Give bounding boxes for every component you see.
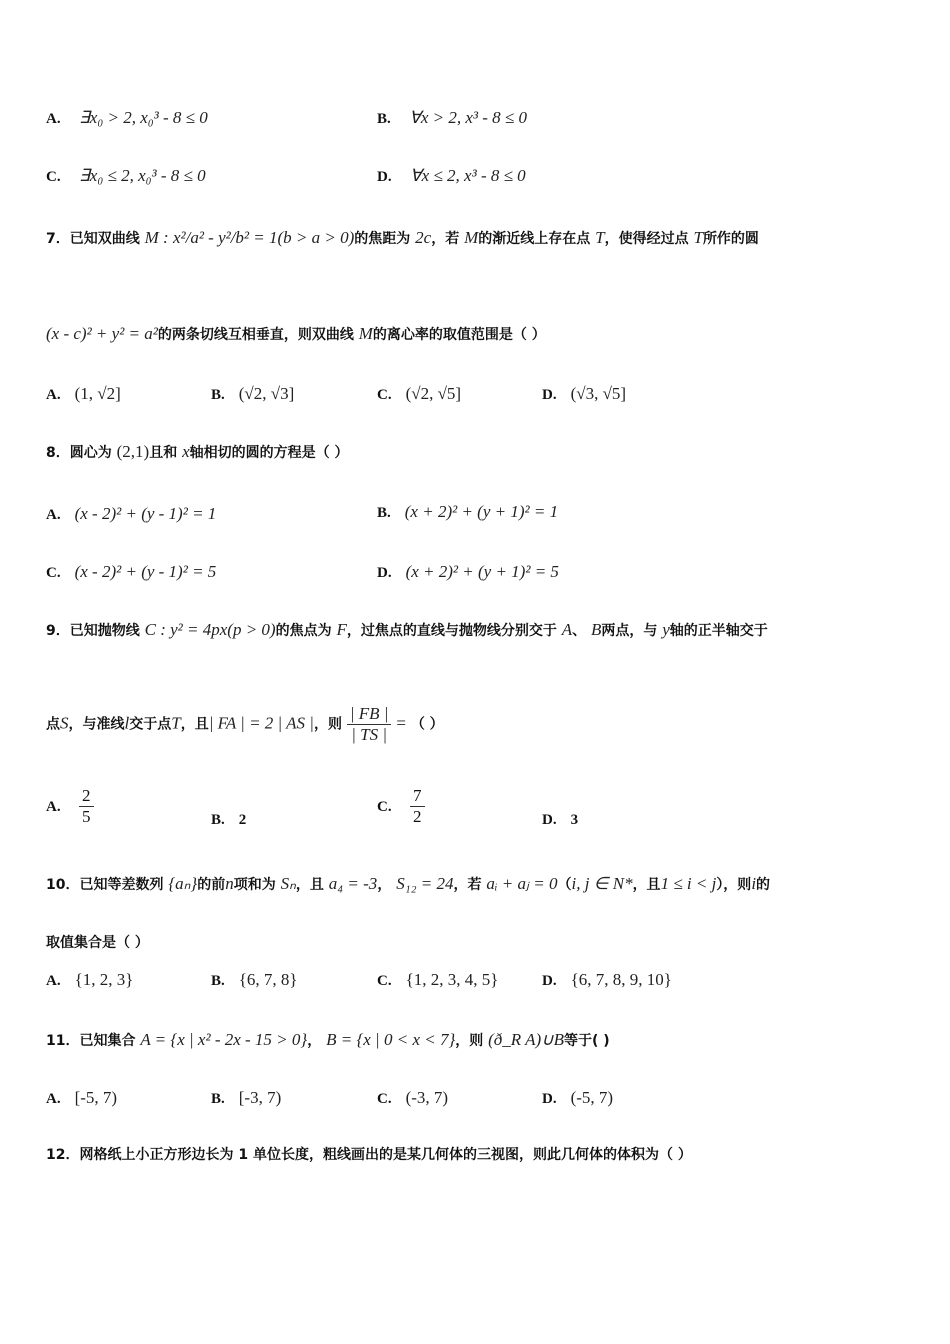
option-expr: [-3, 7) — [238, 1088, 282, 1107]
stem-text: ，则 — [455, 1033, 484, 1049]
math-term: y — [662, 620, 670, 639]
equals-sign: = — [396, 713, 406, 733]
stem-text: 已知集合 — [79, 1033, 136, 1049]
option-expr: {6, 7, 8} — [238, 970, 298, 989]
q8-option-a[interactable] — [46, 504, 216, 524]
set-a-definition: A = {x | x² - 2x - 15 > 0} — [140, 1030, 308, 1049]
q9-option-b[interactable] — [211, 812, 260, 829]
stem-text: 轴的正半轴交于 — [669, 623, 768, 639]
option-label: C. — [377, 798, 392, 815]
stem-text: 点 — [46, 716, 60, 733]
q7-stem-line1 — [46, 228, 759, 248]
stem-text: 等于( ) — [564, 1033, 610, 1049]
question-number: 10． — [46, 877, 80, 893]
stem-text: 已知双曲线 — [69, 231, 140, 247]
stem-text: 取值集合是（ ） — [46, 935, 149, 951]
stem-text: 的焦距为 — [354, 231, 411, 247]
stem-text: ，且 — [295, 877, 324, 893]
stem-text: ，且 — [180, 716, 209, 733]
answer-blank: （ ） — [410, 716, 444, 733]
question-number: 12． — [46, 1147, 80, 1163]
option-label: C. — [377, 387, 392, 403]
stem-text: 网格纸上小正方形边长为 1 单位长度，粗线画出的是某几何体的三视图，则此几何体的体积为（ ） — [79, 1147, 692, 1163]
math-term: A — [561, 620, 573, 639]
option-label: A. — [46, 798, 61, 815]
math-term: {aₙ} — [168, 874, 198, 893]
option-expr: ∀x ≤ 2, x³ - 8 ≤ 0 — [410, 166, 526, 185]
option-label: B. — [377, 505, 391, 521]
q10-option-b[interactable] — [211, 970, 298, 990]
option-expr: (x - 2)² + (y - 1)² = 5 — [74, 562, 217, 581]
q10-stem-line2 — [46, 932, 149, 952]
option-value: 2 — [238, 812, 247, 828]
option-label: B. — [211, 812, 225, 828]
ratio-fraction — [347, 704, 392, 745]
option-expr: {1, 2, 3, 4, 5} — [405, 970, 499, 989]
stem-text: ， — [377, 877, 392, 893]
stem-text: 的 — [756, 877, 771, 893]
option-expr: {6, 7, 8, 9, 10} — [570, 970, 672, 989]
option-expr: (x + 2)² + (y + 1)² = 5 — [405, 562, 559, 581]
stem-text: 的焦点为 — [275, 623, 332, 639]
fraction-denominator: 5 — [82, 807, 91, 826]
question-number: 9． — [46, 623, 70, 639]
math-term: | FA | = 2 | AS | — [208, 713, 314, 733]
fraction-denominator: 2 — [413, 807, 422, 826]
math-term: 2c — [415, 228, 432, 247]
stem-text: 的前 — [197, 877, 226, 893]
q7-option-c[interactable] — [377, 384, 461, 404]
math-term: S₁₂ = 24 — [396, 874, 454, 893]
math-term: T — [595, 228, 605, 247]
fraction-numerator: 2 — [79, 786, 94, 807]
q11-option-c[interactable] — [377, 1088, 448, 1108]
math-term: (2,1) — [116, 442, 150, 461]
stem-text: （ — [557, 877, 572, 893]
q8-option-d[interactable] — [377, 562, 559, 582]
math-term: l — [124, 713, 130, 733]
stem-text: ，则 — [313, 716, 342, 733]
option-expr: (x - 2)² + (y - 1)² = 1 — [74, 504, 217, 523]
option-label: D. — [542, 387, 557, 403]
option-label: A. — [46, 111, 61, 127]
math-term: a₄ = -3 — [328, 874, 378, 893]
stem-text: 、 — [572, 623, 587, 639]
q7-option-a[interactable] — [46, 384, 121, 404]
fraction-numerator: 7 — [410, 786, 425, 807]
option-label: C. — [377, 973, 392, 989]
option-expr: (√3, √5] — [570, 384, 627, 403]
option-label: C. — [46, 169, 61, 185]
q11-option-d[interactable] — [542, 1088, 613, 1108]
q6-option-b[interactable] — [377, 108, 527, 128]
option-fraction — [79, 786, 94, 827]
stem-text: ，若 — [453, 877, 482, 893]
option-label: D. — [377, 169, 392, 185]
math-term: B — [590, 620, 602, 639]
stem-text: ，与准线 — [68, 716, 125, 733]
stem-text: ，且 — [632, 877, 661, 893]
option-label: D. — [542, 1091, 557, 1107]
q9-option-a[interactable] — [46, 786, 94, 827]
option-expr: (1, √2] — [74, 384, 121, 403]
option-expr: {1, 2, 3} — [74, 970, 134, 989]
option-label: A. — [46, 387, 61, 403]
math-term: aᵢ + aⱼ = 0 — [486, 874, 558, 893]
q7-option-b[interactable] — [211, 384, 294, 404]
stem-text: ，使得经过点 — [604, 231, 689, 247]
option-expr: ∀x > 2, x³ - 8 ≤ 0 — [409, 108, 527, 127]
option-expr: (x + 2)² + (y + 1)² = 1 — [404, 502, 559, 521]
math-term: Sₙ — [280, 874, 296, 893]
option-label: D. — [542, 812, 557, 828]
math-term: M — [358, 324, 373, 343]
option-label: B. — [211, 1091, 225, 1107]
q12-stem — [46, 1144, 692, 1164]
stem-text: 圆心为 — [69, 445, 112, 461]
option-label: B. — [211, 387, 225, 403]
math-term: (ð_R A)∪B — [488, 1030, 565, 1049]
q8-option-c[interactable] — [46, 562, 216, 582]
q9-stem-line1 — [46, 620, 768, 640]
option-fraction — [410, 786, 425, 827]
q9-stem-line2 — [46, 704, 444, 745]
q7-option-d[interactable] — [542, 384, 626, 404]
q9-option-d[interactable] — [542, 812, 592, 829]
option-expr: (√2, √3] — [238, 384, 295, 403]
hyperbola-equation: M : x²/a² - y²/b² = 1(b > a > 0) — [144, 228, 355, 247]
question-number: 11． — [46, 1033, 80, 1049]
fraction-denominator: | TS | — [351, 725, 388, 744]
stem-text: ， — [307, 1033, 322, 1049]
question-number: 8． — [46, 445, 70, 461]
stem-text: 已知抛物线 — [69, 623, 140, 639]
option-expr: [-5, 7) — [74, 1088, 118, 1107]
q11-option-a[interactable] — [46, 1088, 117, 1108]
q8-stem — [46, 442, 349, 462]
q10-option-a[interactable] — [46, 970, 133, 990]
math-term: T — [693, 228, 703, 247]
math-term: S — [60, 713, 69, 733]
option-label: D. — [377, 565, 392, 581]
q6-option-d[interactable] — [377, 166, 526, 186]
set-b-definition: B = {x | 0 < x < 7} — [326, 1030, 456, 1049]
stem-text: 轴相切的圆的方程是（ ） — [189, 445, 349, 461]
stem-text: 已知等差数列 — [79, 877, 164, 893]
option-label: A. — [46, 507, 61, 523]
option-label: A. — [46, 1091, 61, 1107]
option-expr: ∃x₀ > 2, x₀³ - 8 ≤ 0 — [79, 108, 208, 127]
q8-option-b[interactable] — [377, 502, 558, 522]
q11-option-b[interactable] — [211, 1088, 281, 1108]
stem-text: 项和为 — [233, 877, 276, 893]
circle-equation: (x - c)² + y² = a² — [46, 324, 158, 343]
question-number: 7． — [46, 231, 70, 247]
stem-text: 的两条切线互相垂直，则双曲线 — [157, 327, 354, 343]
option-expr: (√2, √5] — [405, 384, 462, 403]
option-label: A. — [46, 973, 61, 989]
q11-stem — [46, 1030, 610, 1050]
option-expr: ∃x₀ ≤ 2, x₀³ - 8 ≤ 0 — [79, 166, 206, 185]
math-term: 1 ≤ i < j — [660, 874, 717, 893]
stem-text: 且和 — [149, 445, 178, 461]
option-expr: (-5, 7) — [570, 1088, 614, 1107]
fraction-numerator: | FB | — [347, 704, 392, 725]
math-term: i — [751, 874, 757, 893]
option-expr: (-3, 7) — [405, 1088, 449, 1107]
option-label: C. — [46, 565, 61, 581]
stem-text: 两点，与 — [601, 623, 658, 639]
option-label: B. — [211, 973, 225, 989]
q10-option-d[interactable] — [542, 970, 672, 990]
option-label: B. — [377, 111, 391, 127]
option-label: C. — [377, 1091, 392, 1107]
q10-option-c[interactable] — [377, 970, 498, 990]
stem-text: 的离心率的取值范围是（ ） — [372, 327, 546, 343]
math-term: x — [182, 442, 190, 461]
math-term: i, j ∈ N* — [571, 874, 633, 893]
q7-stem-line2 — [46, 324, 546, 344]
math-term: M — [464, 228, 479, 247]
parabola-equation: C : y² = 4px(p > 0) — [144, 620, 276, 639]
stem-text: ，若 — [431, 231, 460, 247]
math-term: n — [225, 874, 234, 893]
option-value: 3 — [570, 812, 579, 828]
q10-stem-line1 — [46, 874, 770, 894]
q9-option-c[interactable] — [377, 786, 425, 827]
stem-text: 交于点 — [129, 716, 172, 733]
stem-text: ，过焦点的直线与抛物线分别交于 — [346, 623, 557, 639]
q6-option-a[interactable] — [46, 108, 208, 128]
option-label: D. — [542, 973, 557, 989]
stem-text: ），则 — [716, 877, 752, 893]
q6-option-c[interactable] — [46, 166, 206, 186]
math-term: T — [171, 713, 181, 733]
stem-text: 所作的圆 — [702, 231, 759, 247]
math-term: F — [336, 620, 347, 639]
stem-text: 的渐近线上存在点 — [478, 231, 591, 247]
